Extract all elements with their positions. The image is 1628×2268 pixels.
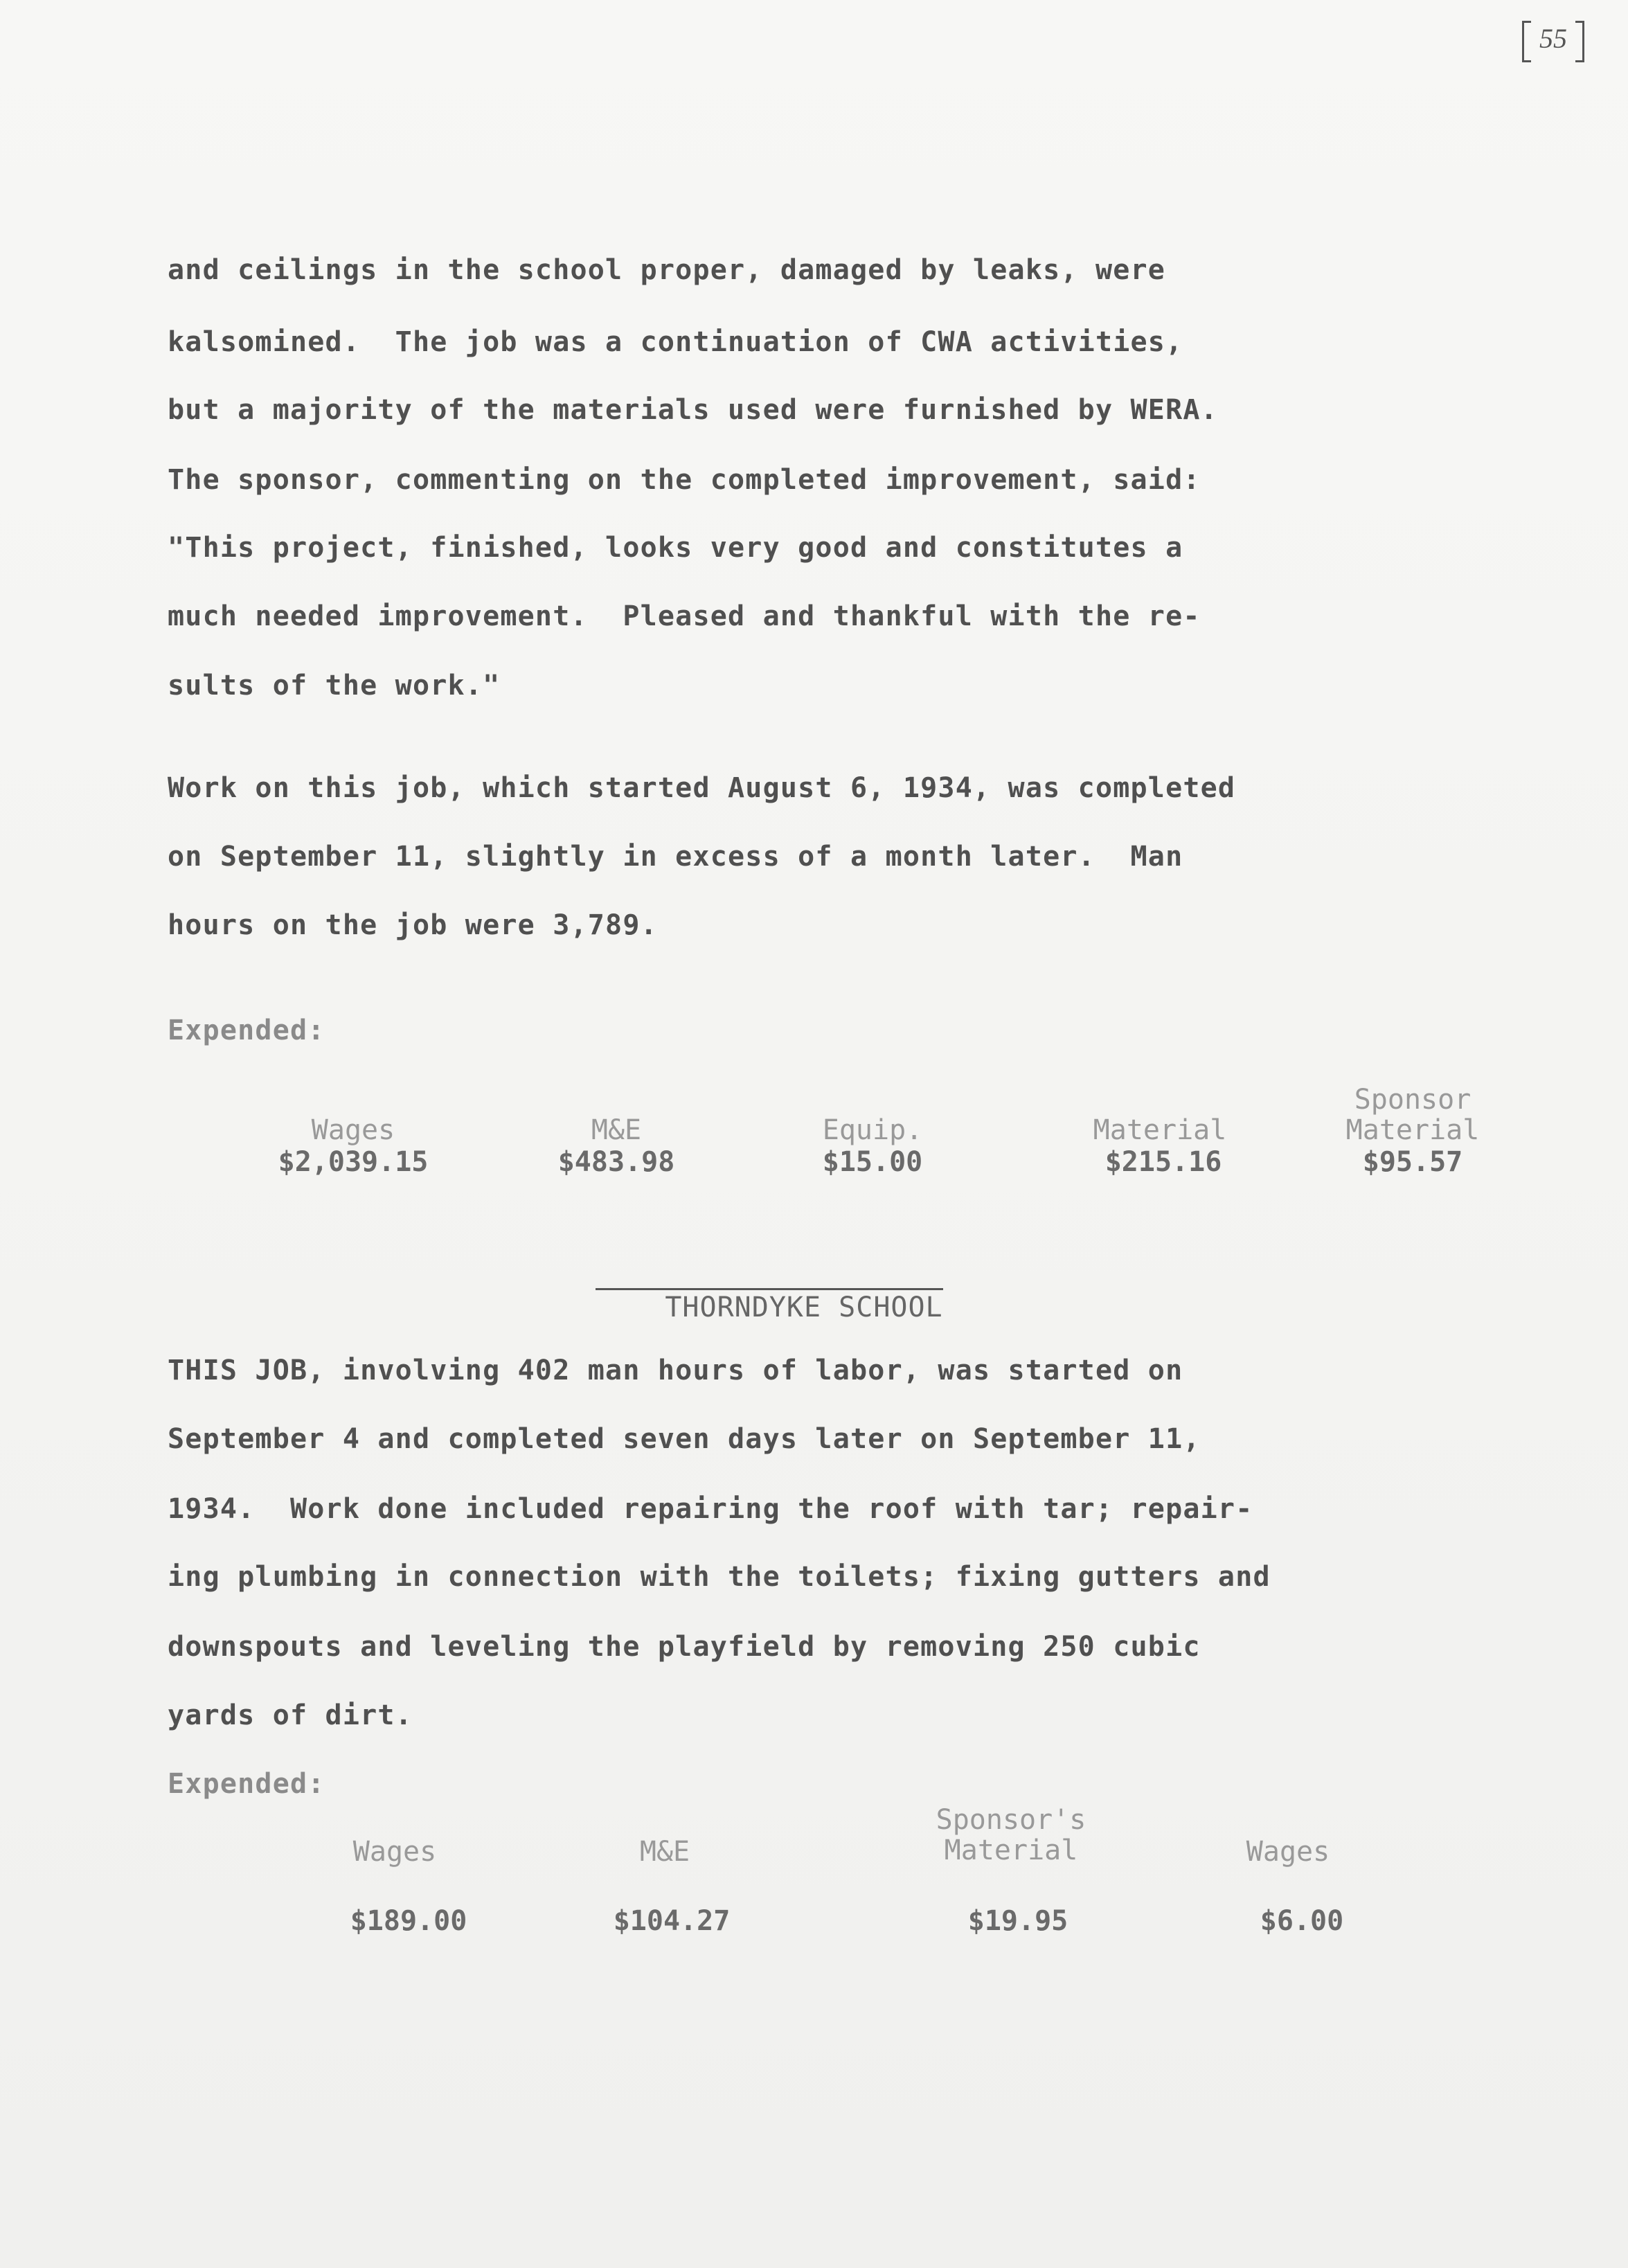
paragraph-3-line: September 4 and completed seven days later on September 11,	[168, 1423, 1201, 1455]
table1-header-material: Material	[1093, 1114, 1227, 1146]
paragraph-1-line: sults of the work."	[168, 670, 501, 702]
paragraph-2-line: on September 11, slightly in excess of a month later. Man	[168, 841, 1183, 873]
table1-value-sponsor-material: $95.57	[1362, 1146, 1463, 1178]
table2-header-wages-2: Wages	[1246, 1836, 1330, 1868]
paragraph-3-line: ing plumbing in connection with the toilets; fixing gutters and	[168, 1561, 1271, 1593]
paragraph-2-line: Work on this job, which started August 6, 1934, was completed	[168, 772, 1236, 804]
table1-header-sponsor-material: Sponsor Material	[1345, 1084, 1480, 1146]
paragraph-3-line: downspouts and leveling the playfield by removing 250 cubic	[168, 1631, 1201, 1663]
table1-value-me: $483.98	[557, 1146, 675, 1178]
page-number	[1522, 19, 1584, 58]
table2-value-wages: $189.00	[350, 1905, 467, 1937]
paragraph-1-line: kalsomined. The job was a continuation of CWA activities,	[168, 326, 1183, 358]
paragraph-1-line: The sponsor, commenting on the completed improvement, said:	[168, 464, 1201, 496]
table2-value-me: $104.27	[613, 1905, 731, 1937]
table2-value-sponsor-material: $19.95	[967, 1905, 1068, 1937]
paragraph-1-line: but a majority of the materials used were furnished by WERA.	[168, 394, 1218, 426]
page-number-text: 55	[1539, 23, 1567, 54]
table2-value-wages-2: $6.00	[1260, 1905, 1344, 1937]
bracket-right	[1575, 21, 1584, 62]
bracket-left	[1522, 21, 1531, 62]
expended-label: Expended:	[168, 1768, 325, 1800]
paragraph-2-line: hours on the job were 3,789.	[168, 909, 658, 941]
paragraph-1-line: and ceilings in the school proper, damaged by leaks, were	[168, 254, 1166, 286]
expended-label: Expended:	[168, 1015, 325, 1046]
paragraph-1-line: much needed improvement. Pleased and thankful with the re-	[168, 600, 1201, 632]
heading-underline	[596, 1288, 943, 1290]
table2-header-me: M&E	[639, 1836, 690, 1868]
paragraph-1-line: "This project, finished, looks very good and constitutes a	[168, 532, 1183, 564]
section-heading-text: THORNDYKE SCHOOL	[665, 1292, 943, 1323]
table1-header-me: M&E	[591, 1114, 642, 1146]
table1-header-equip: Equip.	[822, 1114, 923, 1146]
table2-header-sponsor-material: Sponsor's Material	[936, 1804, 1086, 1866]
paragraph-3-line: yards of dirt.	[168, 1699, 413, 1731]
paragraph-3-line: THIS JOB, involving 402 man hours of labor, was started on	[168, 1355, 1183, 1386]
table1-value-equip: $15.00	[822, 1146, 923, 1178]
table1-value-material: $215.16	[1104, 1146, 1222, 1178]
table1-value-wages: $2,039.15	[278, 1146, 429, 1178]
paragraph-3-line: 1934. Work done included repairing the roof with tar; repair-	[168, 1493, 1253, 1525]
table2-header-wages: Wages	[352, 1836, 437, 1868]
table1-header-wages: Wages	[311, 1114, 395, 1146]
